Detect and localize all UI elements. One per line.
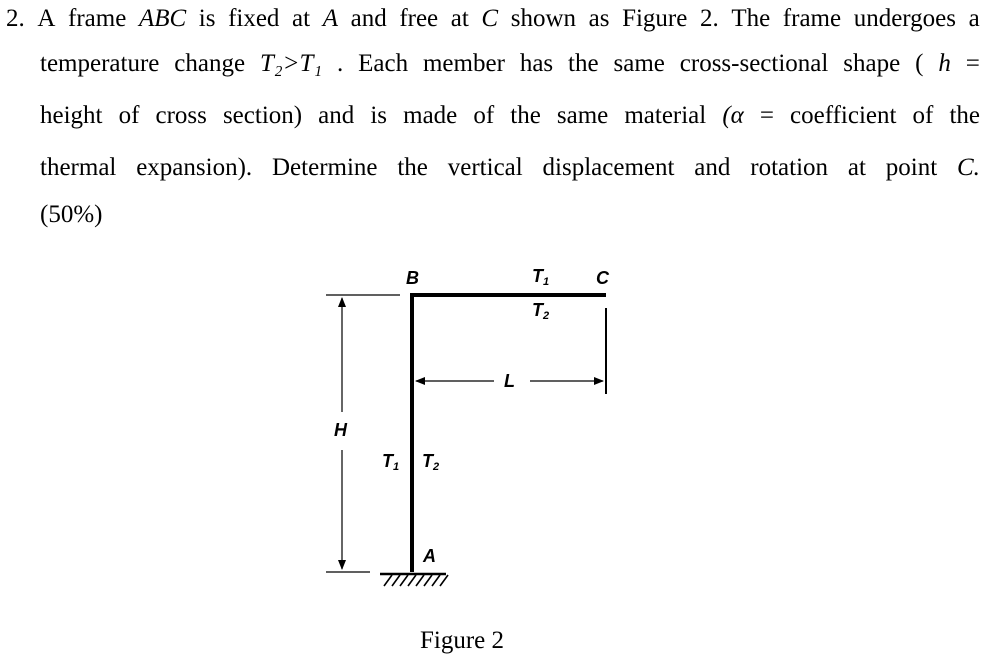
word: shape: [843, 50, 901, 77]
word: T₂>T₁: [259, 50, 323, 77]
word: at: [450, 5, 469, 32]
word: made: [403, 102, 458, 129]
word: the: [568, 50, 599, 77]
word: Each: [358, 50, 409, 77]
word: 2.: [699, 5, 719, 32]
word: a: [968, 5, 980, 32]
word: h: [938, 50, 951, 77]
word: the: [510, 102, 541, 129]
word: A: [322, 5, 338, 32]
word: thermal: [40, 154, 117, 181]
word: the: [397, 154, 428, 181]
word: cross-sectional: [679, 50, 829, 77]
label-C: C: [596, 268, 609, 288]
label-B: B: [406, 268, 419, 288]
label-beam-bottom-temperature: $T_2$: [532, 300, 550, 322]
word: Determine: [272, 154, 378, 181]
word: at: [292, 5, 311, 32]
word: member: [422, 50, 505, 77]
problem-line-1: [6, 4, 980, 34]
word: (α: [722, 102, 744, 129]
word: and: [350, 5, 387, 32]
word: frame: [782, 5, 842, 32]
label-A: A: [423, 546, 436, 566]
word: .: [336, 50, 344, 77]
word: material: [624, 102, 707, 129]
problem-line-3: [40, 101, 980, 131]
word: is: [198, 5, 216, 32]
word: has: [519, 50, 554, 77]
word: =: [759, 102, 774, 129]
word: at: [847, 154, 866, 181]
word: change: [174, 50, 246, 77]
problem-line-4: [40, 153, 980, 183]
word: fixed: [228, 5, 280, 32]
label-column-left-temperature: $T_1$: [382, 451, 400, 473]
word: of: [473, 102, 495, 129]
word: =: [965, 50, 980, 77]
word: ABC: [138, 5, 187, 32]
word: Figure: [622, 5, 688, 32]
word: and: [694, 154, 731, 181]
word: A: [37, 5, 56, 32]
word: as: [588, 5, 610, 32]
word: C.: [957, 154, 980, 181]
label-beam-top-temperature: $T_1$: [532, 266, 550, 288]
problem-points: (50%): [40, 201, 103, 228]
word: shown: [510, 5, 577, 32]
word: (: [915, 50, 924, 77]
word: expansion).: [136, 154, 253, 181]
word: section): [222, 102, 303, 129]
word: point: [885, 154, 938, 181]
word: C: [481, 5, 499, 32]
word: of: [118, 102, 140, 129]
word: temperature: [40, 50, 160, 77]
word: same: [556, 102, 609, 129]
word: height: [40, 102, 103, 129]
word: is: [370, 102, 388, 129]
word: cross: [155, 102, 207, 129]
word: rotation: [750, 154, 829, 181]
word: free: [399, 5, 439, 32]
problem-number: 2.: [6, 5, 25, 32]
word: of: [912, 102, 934, 129]
word: the: [949, 102, 980, 129]
problem-line-5: [40, 200, 980, 230]
label-column-right-temperature: $T_2$: [422, 451, 440, 473]
fixed-support-hatching: [384, 575, 448, 586]
word: same: [613, 50, 665, 77]
label-H: H: [334, 420, 347, 440]
label-L: L: [504, 371, 515, 391]
word: vertical: [447, 154, 523, 181]
word: undergoes: [853, 5, 956, 32]
word: and: [318, 102, 355, 129]
word: The: [731, 5, 771, 32]
word: frame: [68, 5, 127, 32]
word: coefficient: [790, 102, 897, 129]
word: displacement: [542, 154, 675, 181]
figure-caption: Figure 2: [420, 627, 505, 654]
problem-line-2: [40, 49, 980, 79]
